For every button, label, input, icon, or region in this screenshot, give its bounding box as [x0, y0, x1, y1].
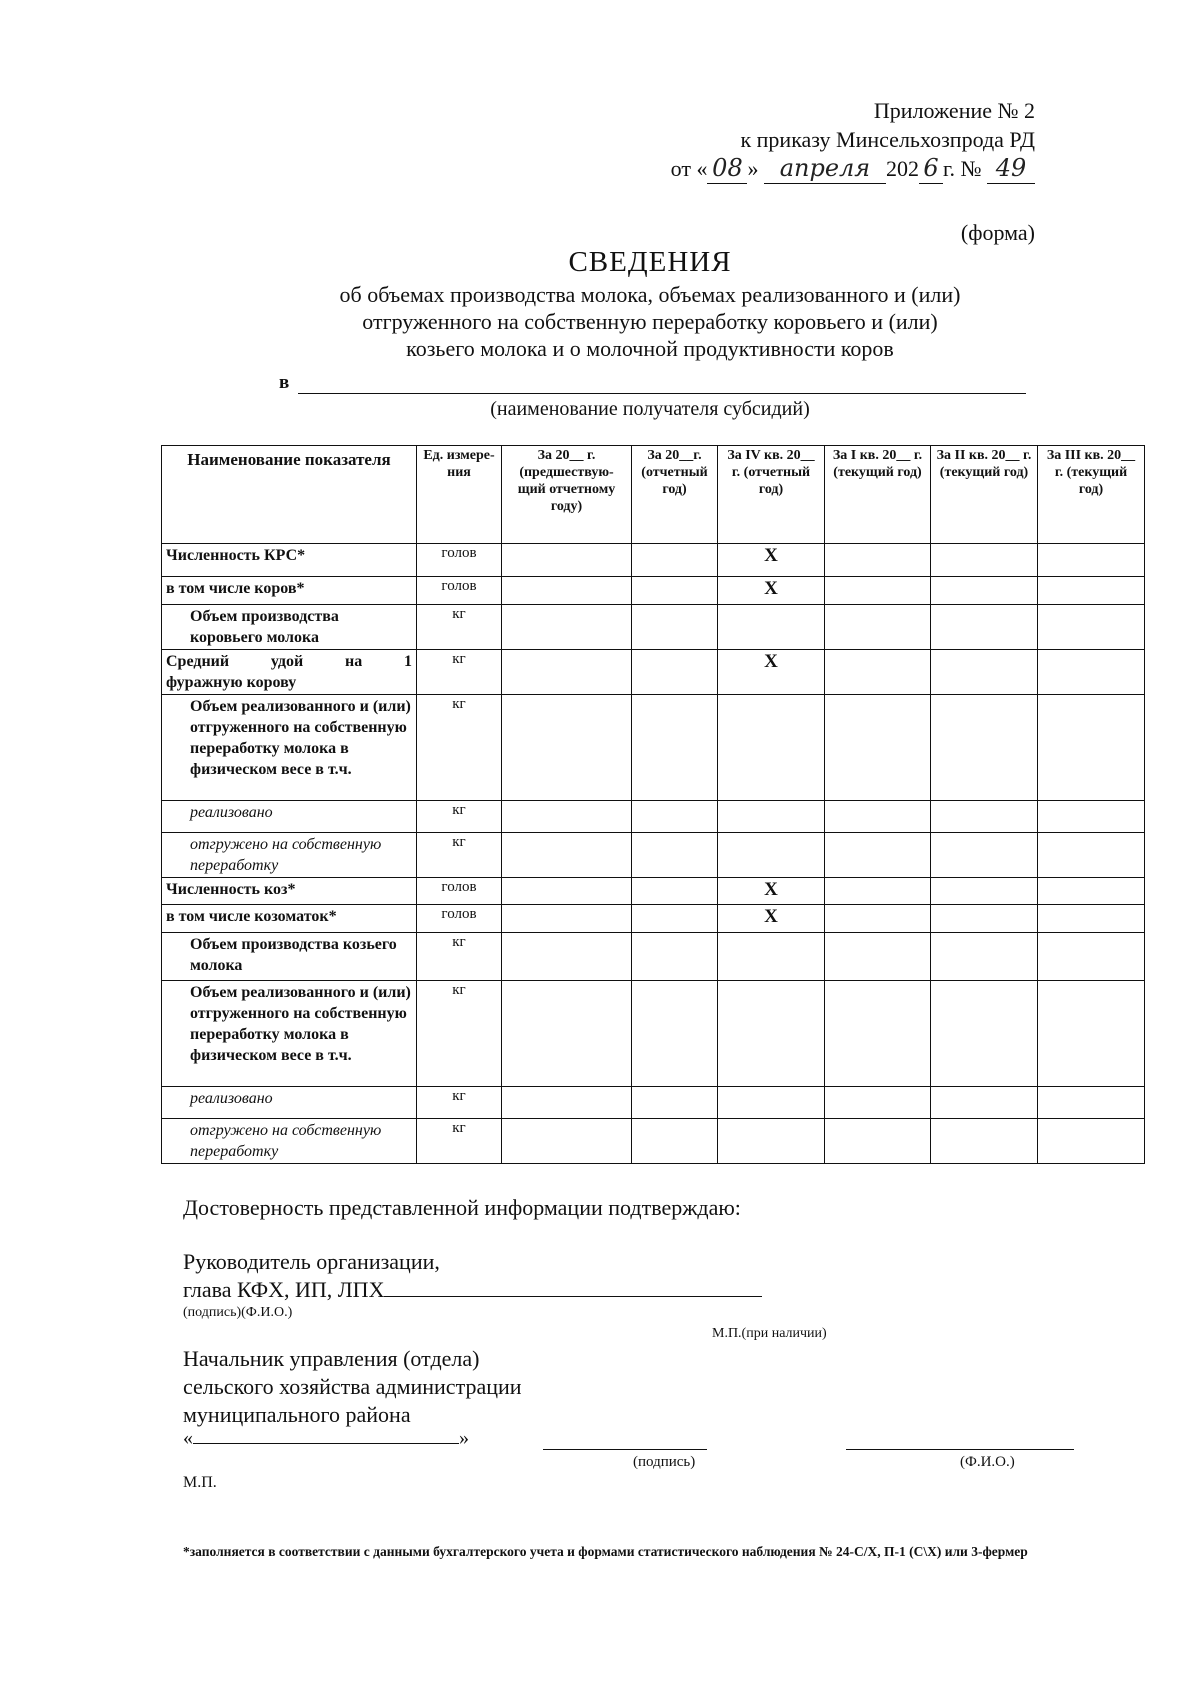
cell-q4[interactable] [718, 833, 825, 878]
cell-prev-year[interactable] [502, 544, 632, 577]
cell-report-year[interactable] [632, 981, 718, 1087]
table-row [162, 905, 1145, 933]
row-unit: кг [417, 1087, 502, 1119]
cell-q1[interactable] [825, 695, 931, 801]
cell-q1[interactable] [825, 1119, 931, 1164]
table-row [162, 833, 1145, 878]
cell-q4-mark: X [718, 905, 825, 933]
cell-q3[interactable] [1038, 801, 1145, 833]
cell-q2[interactable] [931, 605, 1038, 650]
row-name-part1: Средний удой на 1 [166, 653, 412, 670]
cell-q3[interactable] [1038, 695, 1145, 801]
row-name: Численность КРС* [162, 544, 417, 577]
row-unit: голов [417, 544, 502, 577]
cell-q2[interactable] [931, 650, 1038, 695]
row-unit: кг [417, 801, 502, 833]
head1-line2-row [183, 1276, 762, 1304]
cell-report-year[interactable] [632, 577, 718, 605]
cell-q3[interactable] [1038, 650, 1145, 695]
table-row [162, 878, 1145, 905]
header-q4: За IV кв. 20__ г. (отчетный год) [718, 446, 825, 544]
cell-q2[interactable] [931, 933, 1038, 981]
cell-prev-year[interactable] [502, 605, 632, 650]
cell-q2[interactable] [931, 577, 1038, 605]
cell-q1[interactable] [825, 605, 931, 650]
head2-signature-field[interactable] [543, 1449, 707, 1450]
cell-q1[interactable] [825, 577, 931, 605]
cell-q2[interactable] [931, 695, 1038, 801]
table-row [162, 577, 1145, 605]
cell-q4-mark: X [718, 544, 825, 577]
cell-report-year[interactable] [632, 905, 718, 933]
cell-q1[interactable] [825, 878, 931, 905]
header-q1: За I кв. 20__ г. (текущий год) [825, 446, 931, 544]
annex-date-line [671, 154, 1035, 184]
cell-report-year[interactable] [632, 833, 718, 878]
cell-q4-mark: X [718, 577, 825, 605]
annex-year-digit: 6 [919, 154, 943, 184]
table-header-row [162, 446, 1145, 544]
row-unit: голов [417, 905, 502, 933]
cell-report-year[interactable] [632, 933, 718, 981]
table-row [162, 695, 1145, 801]
head2-signature-caption: (подпись) [633, 1454, 696, 1470]
cell-q4[interactable] [718, 801, 825, 833]
table-row [162, 650, 1145, 695]
row-unit: голов [417, 577, 502, 605]
subtitle-line2: отгруженного на собственную переработку коровьего и (или) [362, 309, 938, 334]
cell-q2[interactable] [931, 905, 1038, 933]
row-unit: кг [417, 933, 502, 981]
annex-block [671, 96, 1035, 184]
header-report-year: За 20__г. (отчетный год) [632, 446, 718, 544]
cell-q1[interactable] [825, 981, 931, 1087]
head1-signature-caption: (подпись)(Ф.И.О.) [183, 1305, 293, 1320]
cell-report-year[interactable] [632, 878, 718, 905]
annex-line2: к приказу Минсельхозпрода РД [740, 127, 1035, 152]
form-label: (форма) [960, 220, 1035, 245]
cell-q3[interactable] [1038, 981, 1145, 1087]
annex-number: 49 [987, 154, 1035, 184]
cell-q4-mark: X [718, 878, 825, 905]
cell-prev-year[interactable] [502, 833, 632, 878]
table-row [162, 605, 1145, 650]
head1-signature-field[interactable] [384, 1296, 762, 1297]
header-unit: Ед. измере-ния [417, 446, 502, 544]
cell-q1[interactable] [825, 905, 931, 933]
row-name: Объем реализованного и (или) отгруженного на собственную переработку молока в физическом весе в т.ч. [162, 695, 417, 801]
head2-fio-field[interactable] [846, 1449, 1074, 1450]
head2-date-field[interactable] [193, 1427, 459, 1444]
cell-q3[interactable] [1038, 1087, 1145, 1119]
cell-report-year[interactable] [632, 650, 718, 695]
cell-report-year[interactable] [632, 695, 718, 801]
cell-q3[interactable] [1038, 1119, 1145, 1164]
cell-q2[interactable] [931, 981, 1038, 1087]
head1-stamp-place: М.П.(при наличии) [712, 1326, 827, 1341]
table-row [162, 933, 1145, 981]
annex-line1: Приложение № 2 [873, 98, 1035, 123]
cell-q2[interactable] [931, 1119, 1038, 1164]
cell-q4[interactable] [718, 981, 825, 1087]
header-prev-year: За 20__ г. (предшествую-щий отчетному году) [502, 446, 632, 544]
row-name: в том числе козоматок* [162, 905, 417, 933]
cell-q4[interactable] [718, 605, 825, 650]
table-row [162, 801, 1145, 833]
annex-number-prefix: г. № [942, 156, 982, 181]
row-name: Объем реализованного и (или) отгруженного на собственную переработку молока в физическом весе в т.ч. [162, 981, 417, 1087]
header-q3: За III кв. 20__ г. (текущий год) [1038, 446, 1145, 544]
header-q2: За II кв. 20__ г. (текущий год) [931, 446, 1038, 544]
date-quote-open: « [183, 1427, 193, 1449]
cell-prev-year[interactable] [502, 933, 632, 981]
row-name [162, 650, 417, 695]
cell-q1[interactable] [825, 650, 931, 695]
row-name: реализовано [162, 1087, 417, 1119]
annex-from-prefix: от « [670, 156, 708, 181]
head2-line1: Начальник управления (отдела) [183, 1346, 480, 1371]
table-row [162, 544, 1145, 577]
row-unit: кг [417, 833, 502, 878]
recipient-caption: (наименование получателя субсидий) [490, 398, 810, 420]
annex-day-close: » [747, 156, 759, 181]
head2-line2: сельского хозяйства администрации [183, 1374, 522, 1399]
cell-q1[interactable] [825, 933, 931, 981]
cell-report-year[interactable] [632, 544, 718, 577]
annex-month: апреля [764, 154, 886, 184]
cell-q2[interactable] [931, 544, 1038, 577]
cell-report-year[interactable] [632, 801, 718, 833]
cell-q4[interactable] [718, 695, 825, 801]
table-row [162, 1119, 1145, 1164]
head1-line1: Руководитель организации, [183, 1249, 440, 1274]
cell-q3[interactable] [1038, 577, 1145, 605]
cell-q2[interactable] [931, 833, 1038, 878]
row-name: Объем производства козьего молока [162, 933, 417, 981]
cell-prev-year[interactable] [502, 905, 632, 933]
department-head-block [183, 1345, 522, 1429]
cell-prev-year[interactable] [502, 1119, 632, 1164]
row-name: реализовано [162, 801, 417, 833]
recipient-prefix: в [279, 372, 290, 393]
cell-q4[interactable] [718, 1087, 825, 1119]
cell-prev-year[interactable] [502, 981, 632, 1087]
row-name: Численность коз* [162, 878, 417, 905]
cell-report-year[interactable] [632, 1087, 718, 1119]
table-row [162, 1087, 1145, 1119]
cell-q3[interactable] [1038, 933, 1145, 981]
row-name: отгружено на собственную переработку [162, 833, 417, 878]
row-unit: кг [417, 605, 502, 650]
row-unit: голов [417, 878, 502, 905]
head2-date-row [183, 1427, 469, 1450]
annex-day: 08 [707, 154, 747, 184]
cell-q1[interactable] [825, 833, 931, 878]
header-name: Наименование показателя [162, 446, 417, 544]
organization-head-block [183, 1248, 762, 1304]
cell-q2[interactable] [931, 878, 1038, 905]
row-name: отгружено на собственную переработку [162, 1119, 417, 1164]
cell-prev-year[interactable] [502, 577, 632, 605]
subtitle-line3: козьего молока и о молочной продуктивности коров [406, 336, 894, 361]
cell-report-year[interactable] [632, 605, 718, 650]
row-name-part2: фуражную корову [166, 674, 297, 691]
row-name: в том числе коров* [162, 577, 417, 605]
cell-q3[interactable] [1038, 833, 1145, 878]
recipient-name-field[interactable] [298, 393, 1026, 394]
head2-line3: муниципального района [183, 1402, 411, 1427]
row-unit: кг [417, 695, 502, 801]
head2-fio-caption: (Ф.И.О.) [960, 1454, 1015, 1470]
cell-prev-year[interactable] [502, 801, 632, 833]
data-table [161, 445, 1145, 1164]
head2-stamp-place: М.П. [183, 1474, 217, 1491]
table-row [162, 981, 1145, 1087]
subtitle-line1: об объемах производства молока, объемах реализованного и (или) [339, 282, 961, 307]
row-unit: кг [417, 1119, 502, 1164]
cell-q1[interactable] [825, 544, 931, 577]
row-unit: кг [417, 650, 502, 695]
confirmation-text: Достоверность представленной информации подтверждаю: [183, 1195, 741, 1220]
head1-line2: глава КФХ, ИП, ЛПХ [183, 1277, 385, 1302]
annex-year-prefix: 202 [885, 156, 919, 181]
cell-prev-year[interactable] [502, 878, 632, 905]
date-quote-close: » [459, 1427, 469, 1449]
cell-q1[interactable] [825, 1087, 931, 1119]
cell-q2[interactable] [931, 1087, 1038, 1119]
cell-q3[interactable] [1038, 878, 1145, 905]
row-name: Объем производства коровьего молока [162, 605, 417, 650]
cell-prev-year[interactable] [502, 1087, 632, 1119]
cell-prev-year[interactable] [502, 695, 632, 801]
cell-q4[interactable] [718, 933, 825, 981]
cell-q3[interactable] [1038, 605, 1145, 650]
document-subtitle [0, 281, 1200, 362]
cell-q1[interactable] [825, 801, 931, 833]
cell-q3[interactable] [1038, 544, 1145, 577]
cell-q2[interactable] [931, 801, 1038, 833]
footnote: *заполняется в соответствии с данными бухгалтерского учета и формами статистического наблюдения № 24-С/Х, П-1 (С\Х) или 3-фермер [183, 1544, 1028, 1559]
cell-q4[interactable] [718, 1119, 825, 1164]
cell-q3[interactable] [1038, 905, 1145, 933]
document-title: СВЕДЕНИЯ [568, 246, 732, 278]
cell-prev-year[interactable] [502, 650, 632, 695]
cell-q4-mark: X [718, 650, 825, 695]
row-unit: кг [417, 981, 502, 1087]
cell-report-year[interactable] [632, 1119, 718, 1164]
